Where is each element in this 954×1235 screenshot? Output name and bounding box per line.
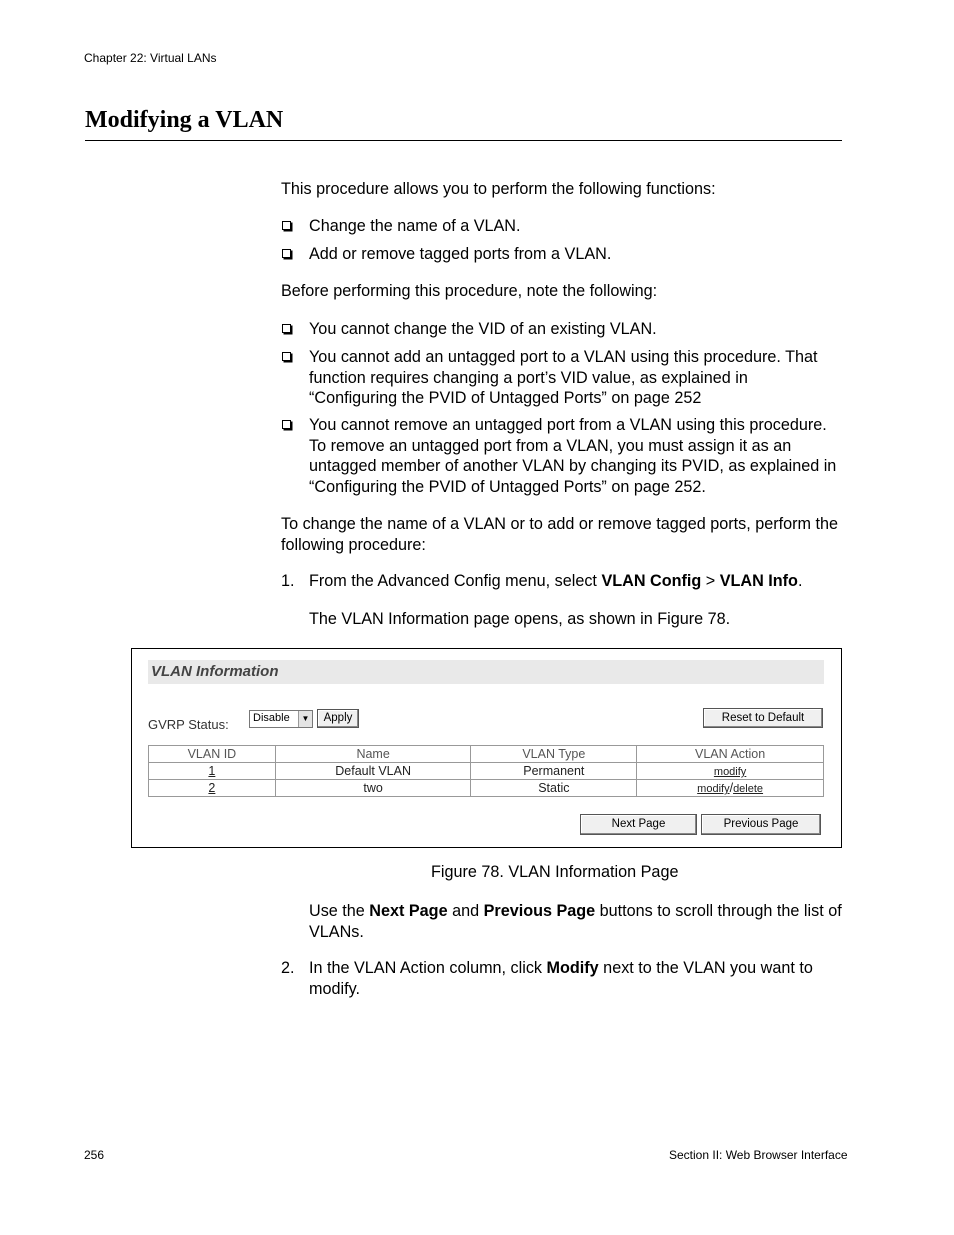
delete-link[interactable]: delete (733, 783, 764, 795)
vlan-action-cell (637, 763, 824, 780)
procedure-intro: To change the name of a VLAN or to add or remove tagged ports, perform the following procedure: (281, 515, 838, 554)
function-text: Add or remove tagged ports from a VLAN. (309, 245, 612, 263)
vlan-action-cell (637, 780, 824, 797)
vlan-name-cell: Default VLAN (275, 763, 471, 780)
vlan-type-cell: Static (471, 780, 637, 797)
note-text: You cannot add an untagged port to a VLAN using this procedure. That function requires changing a port’s VID value, as explained in “Configuring the PVID of Untagged Ports” on page 252 (309, 348, 818, 407)
vlan-id-cell (149, 763, 276, 780)
column-header: VLAN ID (149, 746, 276, 763)
panel-header (148, 660, 824, 684)
running-footer: Section II: Web Browser Interface (669, 1148, 848, 1162)
action-separator: / (729, 781, 734, 795)
vlan-information-screenshot (131, 648, 842, 848)
column-header: VLAN Type (471, 746, 637, 763)
table-header-row (149, 746, 824, 763)
checkbox-bullet-icon (282, 221, 291, 230)
vlan-id-cell (149, 780, 276, 797)
before-note-paragraph: Before performing this procedure, note the following: (281, 282, 658, 300)
checkbox-bullet-icon (282, 324, 291, 333)
checkbox-bullet-icon (282, 352, 291, 361)
note-text: You cannot remove an untagged port from a VLAN using this procedure. To remove an untagged port from a VLAN, you must assign it as an untagged member of another VLAN by changing its PVID, as explained in “Configuring the PVID of Untagged Ports” on page 252. (309, 416, 837, 496)
checkbox-bullet-icon (282, 420, 291, 429)
next-page-button[interactable]: Next Page (580, 814, 697, 835)
column-header: VLAN Action (637, 746, 824, 763)
gvrp-status-value: Disable (253, 712, 290, 724)
page-number: 256 (84, 1148, 105, 1162)
vlan-table (148, 745, 824, 797)
section-title: Modifying a VLAN (85, 107, 284, 133)
gvrp-status-select[interactable] (249, 710, 313, 728)
table-row (149, 763, 824, 780)
table-row (149, 780, 824, 797)
title-rule (85, 140, 842, 141)
apply-button[interactable]: Apply (317, 709, 359, 728)
reset-to-default-button[interactable]: Reset to Default (703, 708, 823, 728)
column-header: Name (275, 746, 471, 763)
step-1-result: The VLAN Information page opens, as shown in Figure 78. (309, 610, 731, 628)
figure-caption: Figure 78. VLAN Information Page (431, 863, 679, 881)
intro-paragraph: This procedure allows you to perform the following functions: (281, 180, 716, 198)
modify-link[interactable]: modify (697, 783, 730, 795)
scroll-note: Use the Next Page and Previous Page buttons to scroll through the list of VLANs. (309, 902, 842, 941)
modify-link[interactable]: modify (713, 766, 747, 778)
step-text: In the VLAN Action column, click Modify next to the VLAN you want to modify. (309, 959, 813, 998)
previous-page-button[interactable]: Previous Page (701, 814, 821, 835)
panel-title: VLAN Information (151, 663, 279, 680)
gvrp-status-label: GVRP Status: (148, 717, 229, 732)
function-text: Change the name of a VLAN. (309, 217, 521, 235)
running-header: Chapter 22: Virtual LANs (84, 51, 217, 65)
step-text: From the Advanced Config menu, select VLAN Config > VLAN Info. (309, 572, 803, 590)
step-number: 2. (281, 959, 295, 977)
vlan-name-cell: two (275, 780, 471, 797)
vlan-id-value: 2 (208, 781, 216, 795)
chevron-down-icon: ▼ (298, 711, 312, 727)
step-number: 1. (281, 572, 295, 590)
note-text: You cannot change the VID of an existing VLAN. (309, 320, 657, 338)
vlan-type-cell: Permanent (471, 763, 637, 780)
checkbox-bullet-icon (282, 249, 291, 258)
vlan-id-value: 1 (208, 764, 216, 778)
